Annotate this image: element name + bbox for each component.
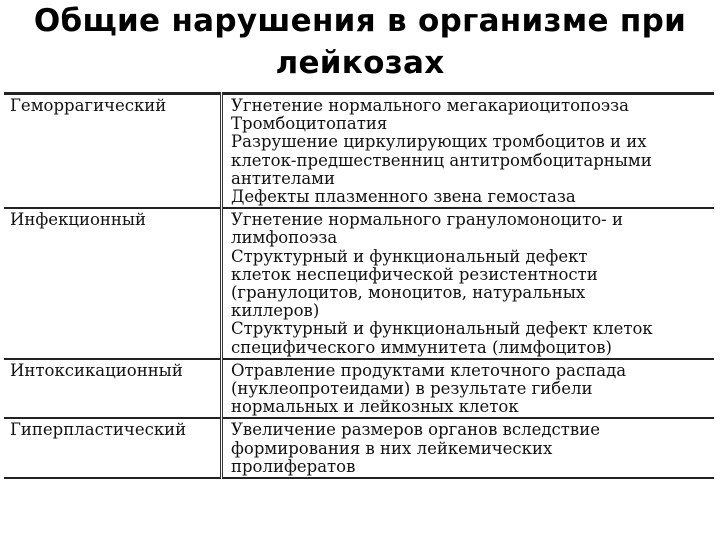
- table-row: [4, 359, 714, 419]
- description-line: (гранулоцитов, моноцитов, натуральных: [231, 283, 586, 303]
- description-line: (нуклеопротеидами) в результате гибели: [231, 379, 593, 399]
- table-row: [4, 418, 714, 478]
- description-cell: [222, 208, 715, 359]
- description-cell: [222, 94, 715, 209]
- description-line: киллеров): [231, 301, 320, 321]
- category-cell: Гиперпластический: [4, 418, 222, 478]
- table-row: [4, 94, 714, 209]
- syndromes-table-container: [4, 92, 714, 479]
- description-line: Угнетение нормального мегакариоцитопоэза: [231, 96, 630, 115]
- description-line: Отравление продуктами клеточного распада: [231, 360, 627, 380]
- description-line: Дефекты плазменного звена гемостаза: [231, 187, 576, 207]
- syndromes-table: [4, 92, 714, 479]
- category-cell: Инфекционный: [4, 208, 222, 359]
- table-row: [4, 208, 714, 359]
- description-line: пролифератов: [231, 456, 356, 476]
- description-line: клеток неспецифической резистентности: [231, 264, 598, 284]
- page-title: [0, 0, 720, 84]
- description-line: Структурный и функциональный дефект: [231, 246, 588, 266]
- description-line: Увеличение размеров органов вследствие: [231, 420, 600, 440]
- title-line-2: лейкозах: [275, 45, 445, 81]
- category-cell: Геморрагический: [4, 94, 222, 209]
- description-line: антителами: [231, 168, 336, 188]
- description-line: клеток-предшественниц антитромбоцитарными: [231, 150, 652, 170]
- description-line: Угнетение нормального грануломоноцито- и: [231, 210, 623, 230]
- description-line: Разрушение циркулирующих тромбоцитов и их: [231, 132, 647, 152]
- title-line-1: Общие нарушения в организме при: [33, 3, 687, 39]
- description-line: специфического иммунитета (лимфоцитов): [231, 337, 612, 357]
- description-cell: [222, 359, 715, 419]
- description-cell: [222, 418, 715, 478]
- description-line: Структурный и функциональный дефект клеток: [231, 319, 653, 339]
- description-line: нормальных и лейкозных клеток: [231, 397, 519, 417]
- description-line: лимфопоэза: [231, 228, 338, 248]
- category-cell: Интоксикационный: [4, 359, 222, 419]
- description-line: формирования в них лейкемических: [231, 438, 553, 458]
- description-line: Тромбоцитопатия: [231, 114, 388, 134]
